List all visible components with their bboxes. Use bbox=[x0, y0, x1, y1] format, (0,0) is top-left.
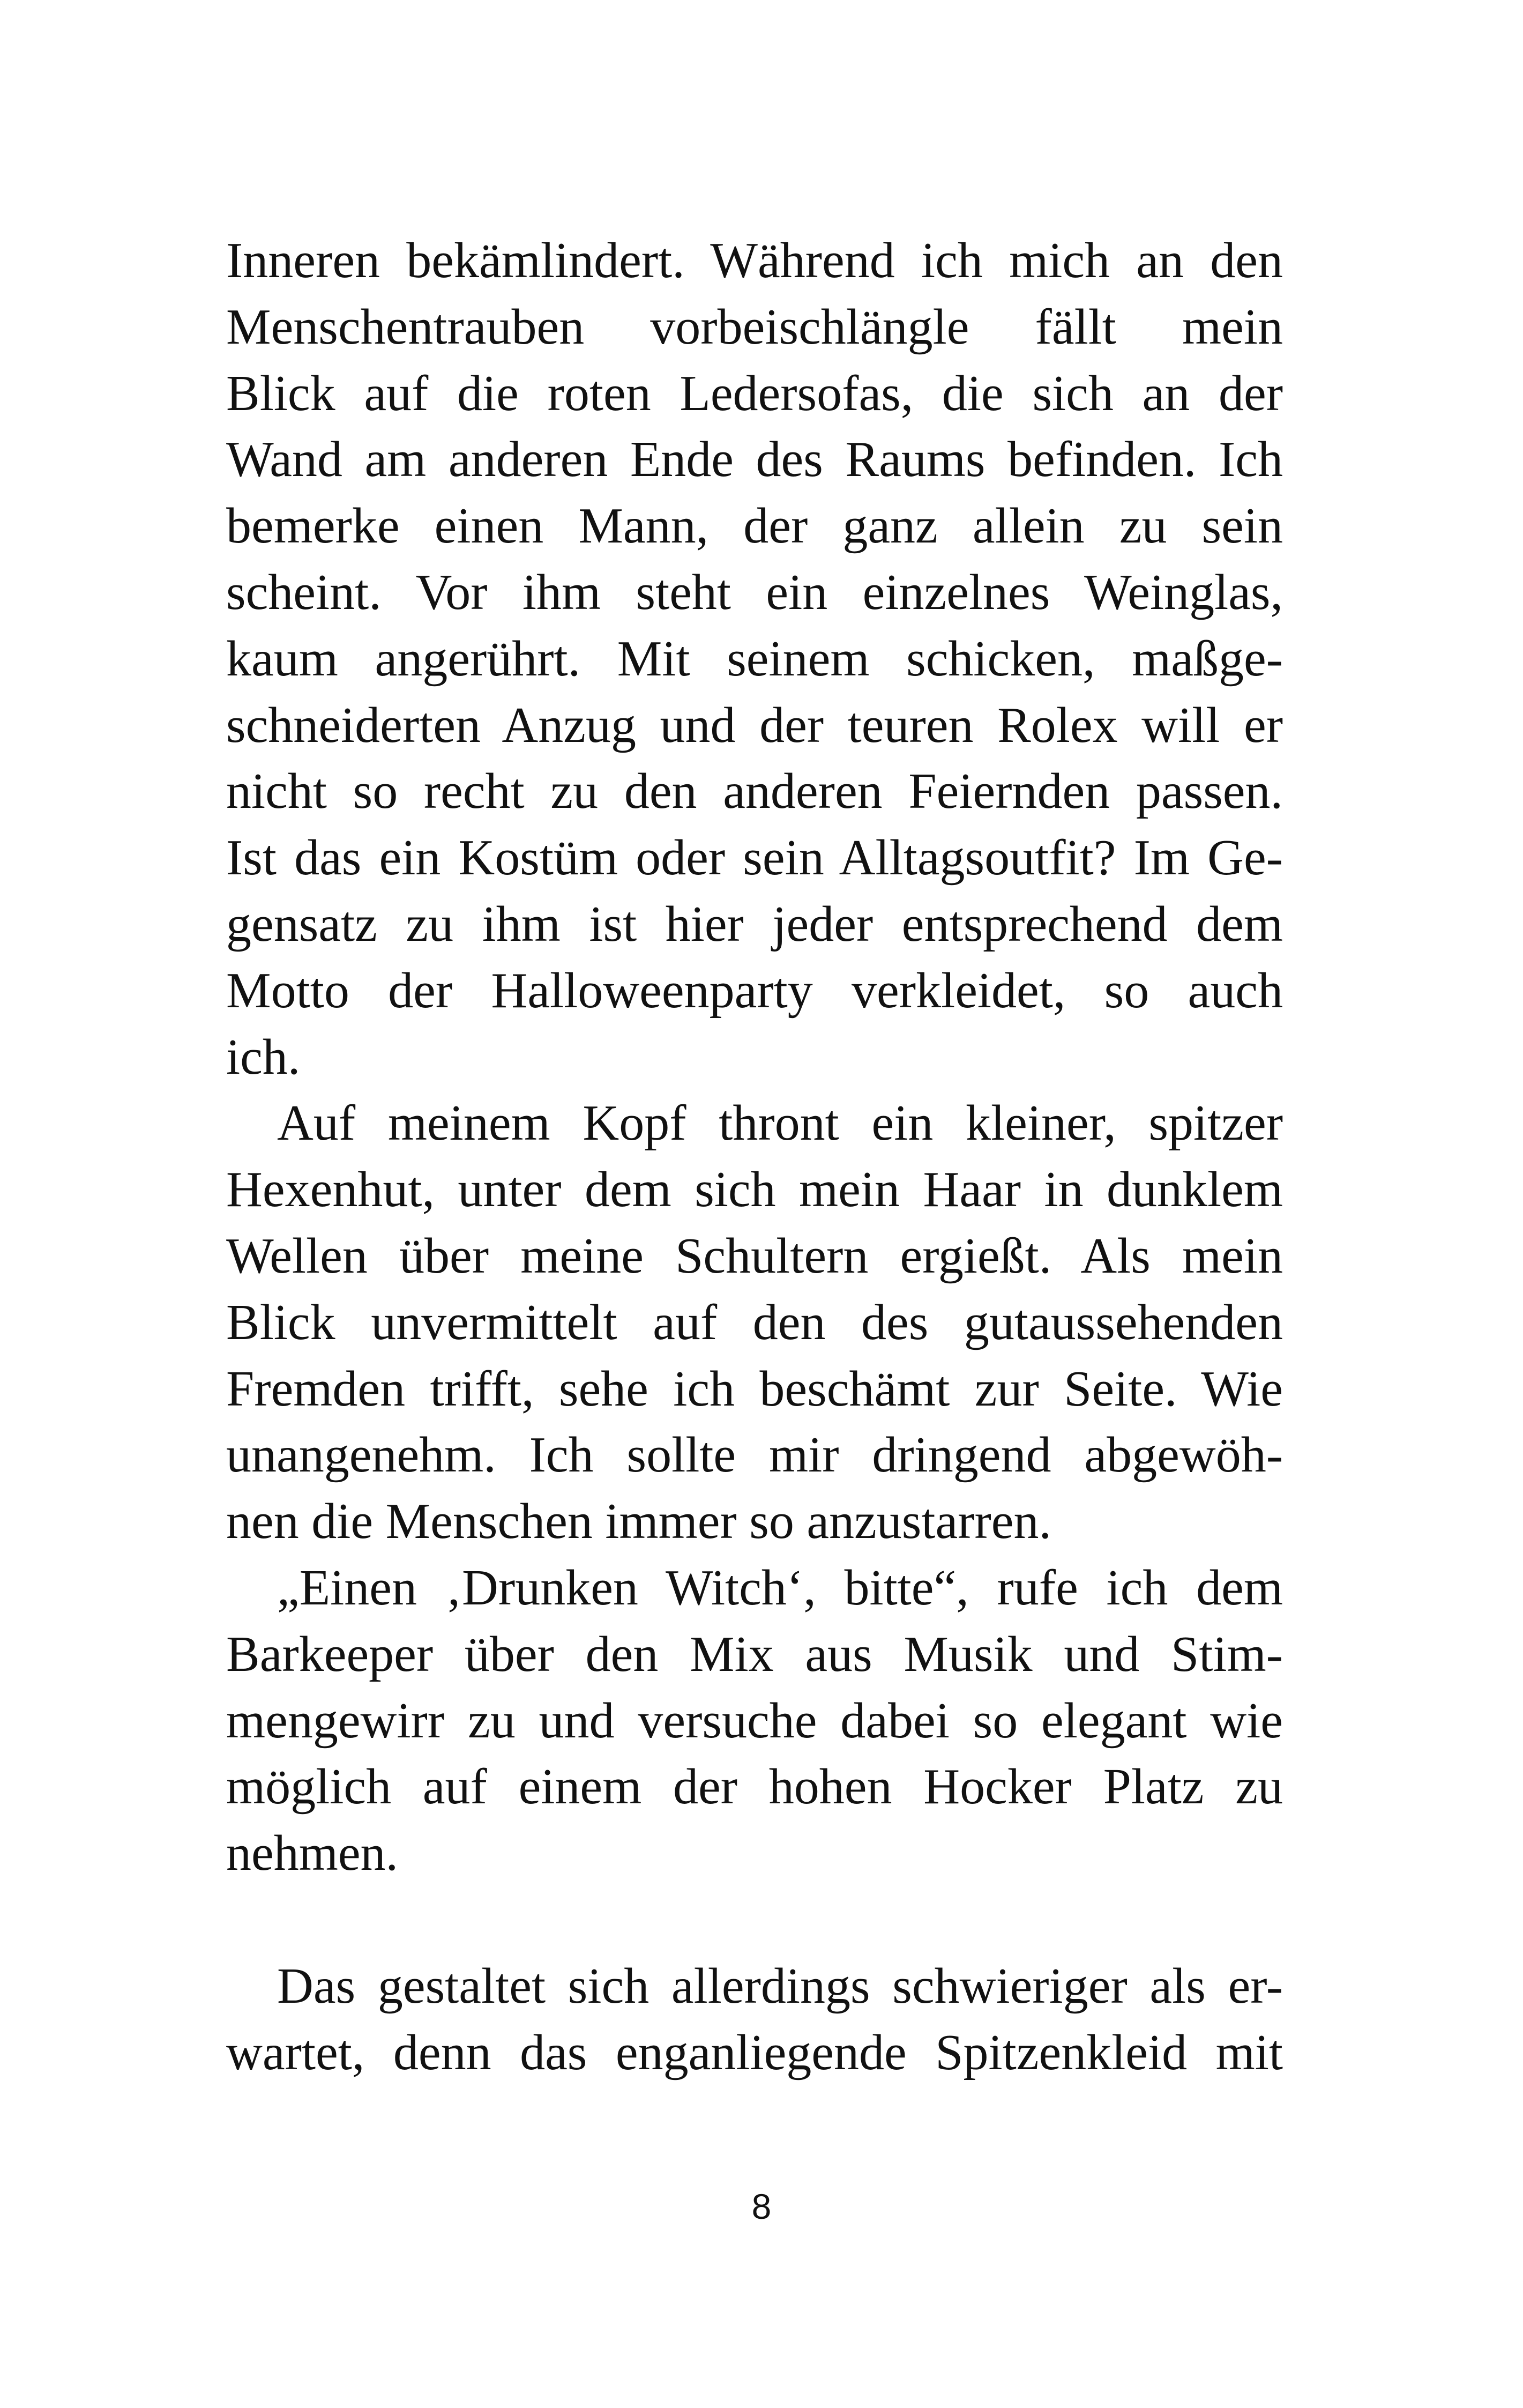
text-line: schneiderten Anzug und der teuren Rolex will er bbox=[226, 697, 1283, 753]
text-line: Inneren bekämlindert. Während ich mich an den bbox=[226, 233, 1283, 288]
text-line: Blick unvermittelt auf den des gutaussehenden bbox=[226, 1294, 1283, 1350]
text-line: Hexenhut, unter dem sich mein Haar in dunklem bbox=[226, 1162, 1283, 1218]
text-line: nehmen. bbox=[226, 1825, 399, 1882]
text-line: kaum angerührt. Mit seinem schicken, maßge- bbox=[226, 630, 1283, 687]
text-line: gensatz zu ihm ist hier jeder entsprechend dem bbox=[226, 896, 1283, 952]
text-line: mengewirr zu und versuche dabei so elegant wie bbox=[226, 1692, 1283, 1749]
text-line: ich. bbox=[226, 1029, 301, 1085]
page-number: 8 bbox=[751, 2187, 772, 2226]
text-line: möglich auf einem der hohen Hocker Platz zu bbox=[226, 1759, 1283, 1815]
text-line: Wellen über meine Schultern ergießt. Als mein bbox=[226, 1228, 1283, 1284]
text-line: Fremden trifft, sehe ich beschämt zur Seite. Wie bbox=[226, 1361, 1283, 1417]
text-line: Ist das ein Kostüm oder sein Alltagsoutfit? Im Ge- bbox=[226, 830, 1283, 886]
text-line: Blick auf die roten Ledersofas, die sich an der bbox=[226, 365, 1283, 421]
text-line: unangenehm. Ich sollte mir dringend abgewöh- bbox=[226, 1427, 1283, 1483]
text-line: Barkeeper über den Mix aus Musik und Stim- bbox=[226, 1626, 1283, 1682]
text-line: nen die Menschen immer so anzustarren. bbox=[226, 1493, 1052, 1550]
text-line: wartet, denn das enganliegende Spitzenkleid mit bbox=[226, 2024, 1283, 2080]
text-line: „Einen ‚Drunken Witch‘, bitte“, rufe ich dem bbox=[277, 1559, 1283, 1616]
text-line: Motto der Halloweenparty verkleidet, so auch bbox=[226, 962, 1283, 1019]
text-line: Menschentrauben vorbeischlängle fällt mein bbox=[226, 299, 1283, 355]
section-gap bbox=[226, 1887, 1283, 1953]
text-line: nicht so recht zu den anderen Feiernden passen. bbox=[226, 763, 1283, 820]
paragraph-3 bbox=[226, 1555, 1283, 1887]
text-line: Das gestaltet sich allerdings schwieriger als er- bbox=[277, 1958, 1283, 2014]
text-line: scheint. Vor ihm steht ein einzelnes Weinglas, bbox=[226, 564, 1283, 620]
paragraph-1 bbox=[226, 228, 1283, 1090]
paragraph-4 bbox=[226, 1953, 1283, 2086]
body-text bbox=[226, 228, 1283, 2086]
paragraph-2 bbox=[226, 1090, 1283, 1555]
text-line: bemerke einen Mann, der ganz allein zu sein bbox=[226, 498, 1283, 554]
text-line: Auf meinem Kopf thront ein kleiner, spitzer bbox=[277, 1095, 1283, 1151]
text-line: Wand am anderen Ende des Raums befinden. Ich bbox=[226, 432, 1283, 488]
